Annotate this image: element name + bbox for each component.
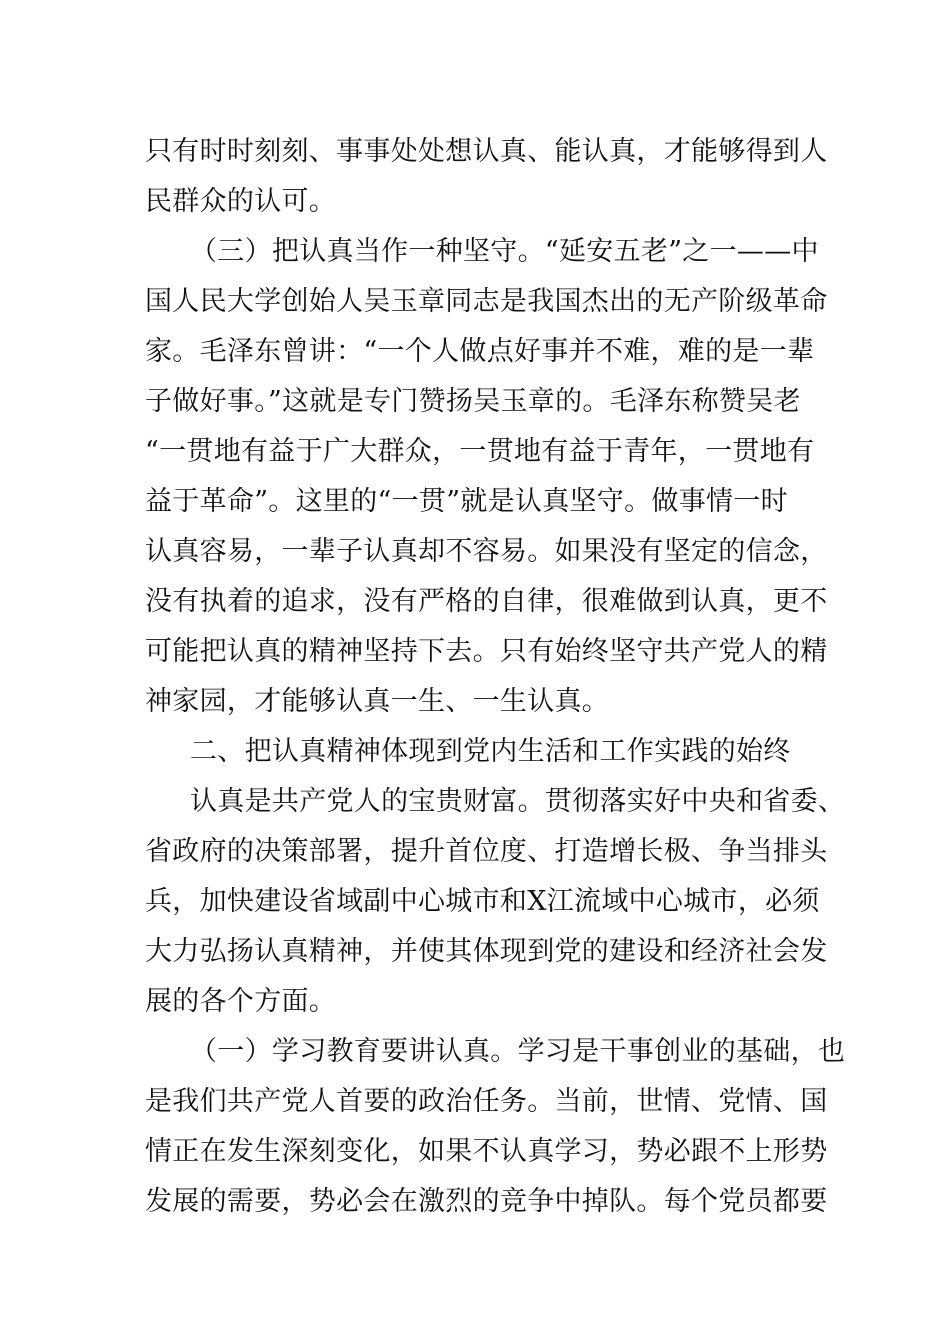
text-line: 省政府的决策部署，提升首位度、打造增长极、争当排头 xyxy=(145,836,828,867)
text-line: 益于革命”。这里的“一贯”就是认真坚守。做事情一时 xyxy=(145,486,788,517)
text-line: 神家园，才能够认真一生、一生认真。 xyxy=(145,686,610,717)
text-line: 发展的需要，势必会在激烈的竞争中掉队。每个党员都要 xyxy=(145,1186,828,1217)
text-line: 只有时时刻刻、事事处处想认真、能认真，才能够得到人 xyxy=(145,136,828,167)
text-line: 大力弘扬认真精神，并使其体现到党的建设和经济社会发 xyxy=(145,936,828,967)
text-line: 家。毛泽东曾讲：“一个人做点好事并不难，难的是一辈 xyxy=(145,336,815,367)
text-line: 民群众的认可。 xyxy=(145,186,337,217)
text-line: 可能把认真的精神坚持下去。只有始终坚守共产党人的精 xyxy=(145,636,828,667)
text-line: （三）把认真当作一种坚守。“延安五老”之一——中 xyxy=(190,236,819,267)
text-line: 国人民大学创始人吴玉章同志是我国杰出的无产阶级革命 xyxy=(145,286,828,317)
section-heading: 二、把认真精神体现到党内生活和工作实践的始终 xyxy=(190,736,791,767)
text-line: “一贯地有益于广大群众，一贯地有益于青年，一贯地有 xyxy=(145,436,815,467)
text-line: （一）学习教育要讲认真。学习是干事创业的基础，也 xyxy=(190,1036,846,1067)
text-line: 兵，加快建设省域副中心城市和X江流域中心城市，必须 xyxy=(145,886,820,917)
text-line: 是我们共产党人首要的政治任务。当前，世情、党情、国 xyxy=(145,1086,828,1117)
text-line: 情正在发生深刻变化，如果不认真学习，势必跟不上形势 xyxy=(145,1136,828,1167)
text-line: 子做好事。”这就是专门赞扬吴玉章的。毛泽东称赞吴老 xyxy=(145,386,801,417)
text-line: 没有执着的追求，没有严格的自律，很难做到认真，更不 xyxy=(145,586,828,617)
text-line: 展的各个方面。 xyxy=(145,986,337,1017)
text-line: 认真容易，一辈子认真却不容易。如果没有坚定的信念， xyxy=(145,536,828,567)
text-line: 认真是共产党人的宝贵财富。贯彻落实好中央和省委、 xyxy=(190,786,846,817)
